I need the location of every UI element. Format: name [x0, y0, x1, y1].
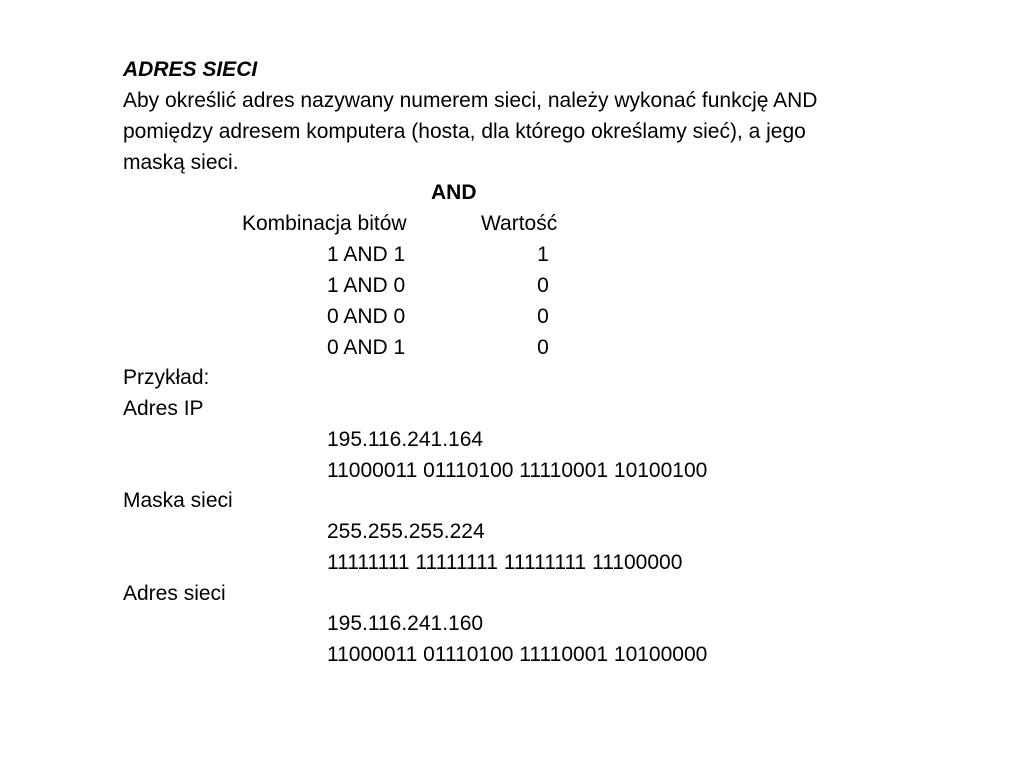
and-table-heading: AND [431, 181, 477, 204]
intro-line-2: pomiędzy adresem komputera (hosta, dla którego określamy sieć), a jego [123, 120, 806, 143]
and-row-4-value: 0 [537, 336, 549, 359]
and-table-col-combination: Kombinacja bitów [242, 212, 407, 235]
and-table-col-value: Wartość [481, 212, 558, 235]
and-row-1-combination: 1 AND 1 [327, 243, 406, 266]
intro-line-3: maską sieci. [123, 151, 239, 174]
netmask-decimal: 255.255.255.224 [327, 520, 485, 543]
network-address-label: Adres sieci [123, 582, 226, 605]
ip-address-label: Adres IP [123, 397, 204, 420]
and-row-3-combination: 0 AND 0 [327, 305, 406, 328]
network-address-binary: 11000011 01110100 11110001 10100000 [327, 643, 708, 666]
page-title: ADRES SIECI [123, 58, 258, 81]
and-row-2-combination: 1 AND 0 [327, 274, 406, 297]
and-row-3-value: 0 [537, 305, 549, 328]
and-row-1-value: 1 [537, 243, 549, 266]
and-row-2-value: 0 [537, 274, 549, 297]
network-address-decimal: 195.116.241.160 [327, 612, 484, 635]
example-label: Przykład: [123, 366, 210, 389]
ip-address-decimal: 195.116.241.164 [327, 428, 484, 451]
and-row-4-combination: 0 AND 1 [327, 336, 406, 359]
intro-line-1: Aby określić adres nazywany numerem sieci, należy wykonać funkcję AND [123, 89, 818, 112]
netmask-binary: 11111111 11111111 11111111 11100000 [327, 551, 683, 574]
netmask-label: Maska sieci [123, 489, 233, 512]
ip-address-binary: 11000011 01110100 11110001 10100100 [327, 459, 708, 482]
